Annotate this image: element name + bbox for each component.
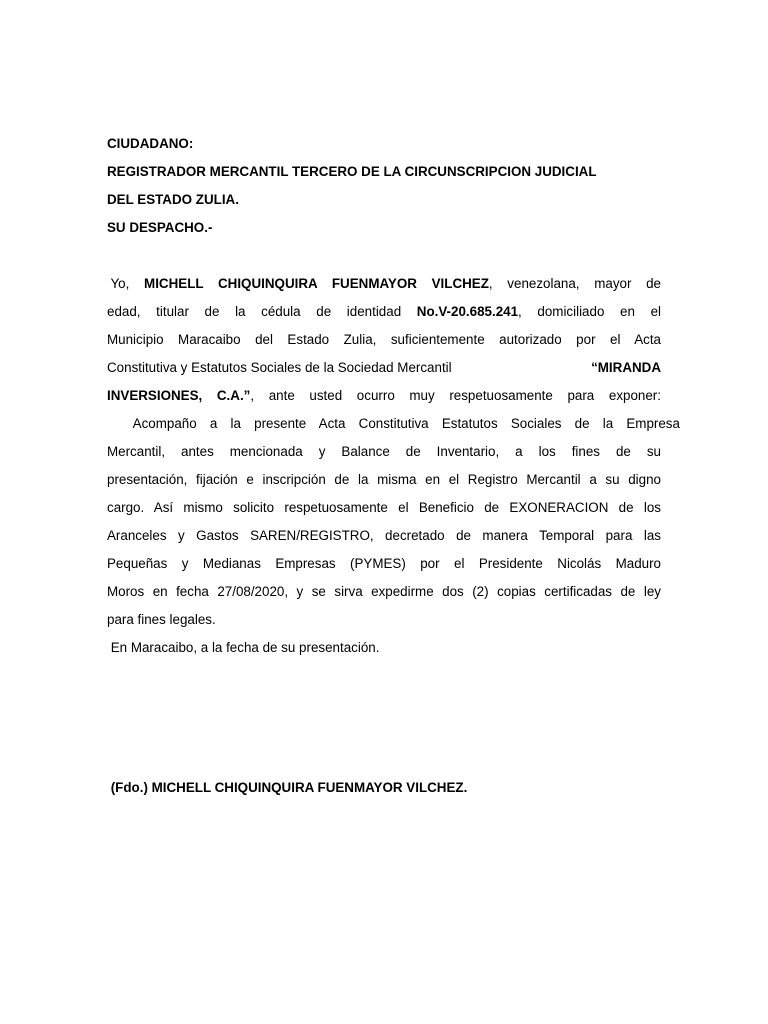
p1-line-1 bbox=[107, 276, 661, 292]
applicant-name: MICHELL CHIQUINQUIRA FUENMAYOR VILCHEZ bbox=[144, 276, 489, 291]
p1-text: Yo, bbox=[107, 276, 145, 291]
p2-line-7: Moros en fecha 27/08/2020, y se sirva expedirme dos (2) copias certificadas de ley bbox=[107, 584, 661, 599]
p1-text: edad, titular de la cédula de identidad bbox=[107, 304, 417, 319]
signature-line: (Fdo.) MICHELL CHIQUINQUIRA FUENMAYOR VILCHEZ. bbox=[107, 780, 468, 795]
p2-line-4: cargo. Así mismo solicito respetuosamente el Beneficio de EXONERACION de los bbox=[107, 500, 661, 515]
id-number: No.V-20.685.241 bbox=[416, 304, 519, 319]
p1-text: , ante usted ocurro muy respetuosamente para exponer: bbox=[250, 388, 661, 403]
company-name-part-1: “MIRANDA bbox=[591, 360, 661, 375]
p2-line-2: Mercantil, antes mencionada y Balance de Inventario, a los fines de su bbox=[107, 444, 661, 459]
p2-line-8: para fines legales. bbox=[107, 612, 216, 627]
addressee-line-2: DEL ESTADO ZULIA. bbox=[107, 192, 239, 207]
p2-line-1: Acompaño a la presente Acta Constitutiva Estatutos Sociales de la Empresa bbox=[107, 416, 680, 431]
p1-line-5 bbox=[107, 388, 661, 404]
p2-line-3: presentación, fijación e inscripción de la misma en el Registro Mercantil a su digno bbox=[107, 472, 661, 487]
salutation: CIUDADANO: bbox=[107, 136, 194, 151]
p1-line-2 bbox=[107, 304, 661, 320]
closing-line: En Maracaibo, a la fecha de su presentación. bbox=[107, 640, 380, 655]
p2-line-5: Aranceles y Gastos SAREN/REGISTRO, decretado de manera Temporal para las bbox=[107, 528, 661, 543]
addressee-line-3: SU DESPACHO.- bbox=[107, 220, 213, 235]
p1-text: , venezolana, mayor de bbox=[488, 276, 661, 291]
addressee-line-1: REGISTRADOR MERCANTIL TERCERO DE LA CIRCUNSCRIPCION JUDICIAL bbox=[107, 164, 597, 179]
p2-line-6: Pequeñas y Medianas Empresas (PYMES) por el Presidente Nicolás Maduro bbox=[107, 556, 661, 571]
p1-line-4 bbox=[107, 360, 661, 376]
p1-text: , domiciliado en el bbox=[518, 304, 662, 319]
p1-line-3: Municipio Maracaibo del Estado Zulia, suficientemente autorizado por el Acta bbox=[107, 332, 661, 347]
p1-text: Constitutiva y Estatutos Sociales de la Sociedad Mercantil bbox=[107, 360, 456, 375]
company-name-part-2: INVERSIONES, C.A.” bbox=[107, 388, 251, 403]
